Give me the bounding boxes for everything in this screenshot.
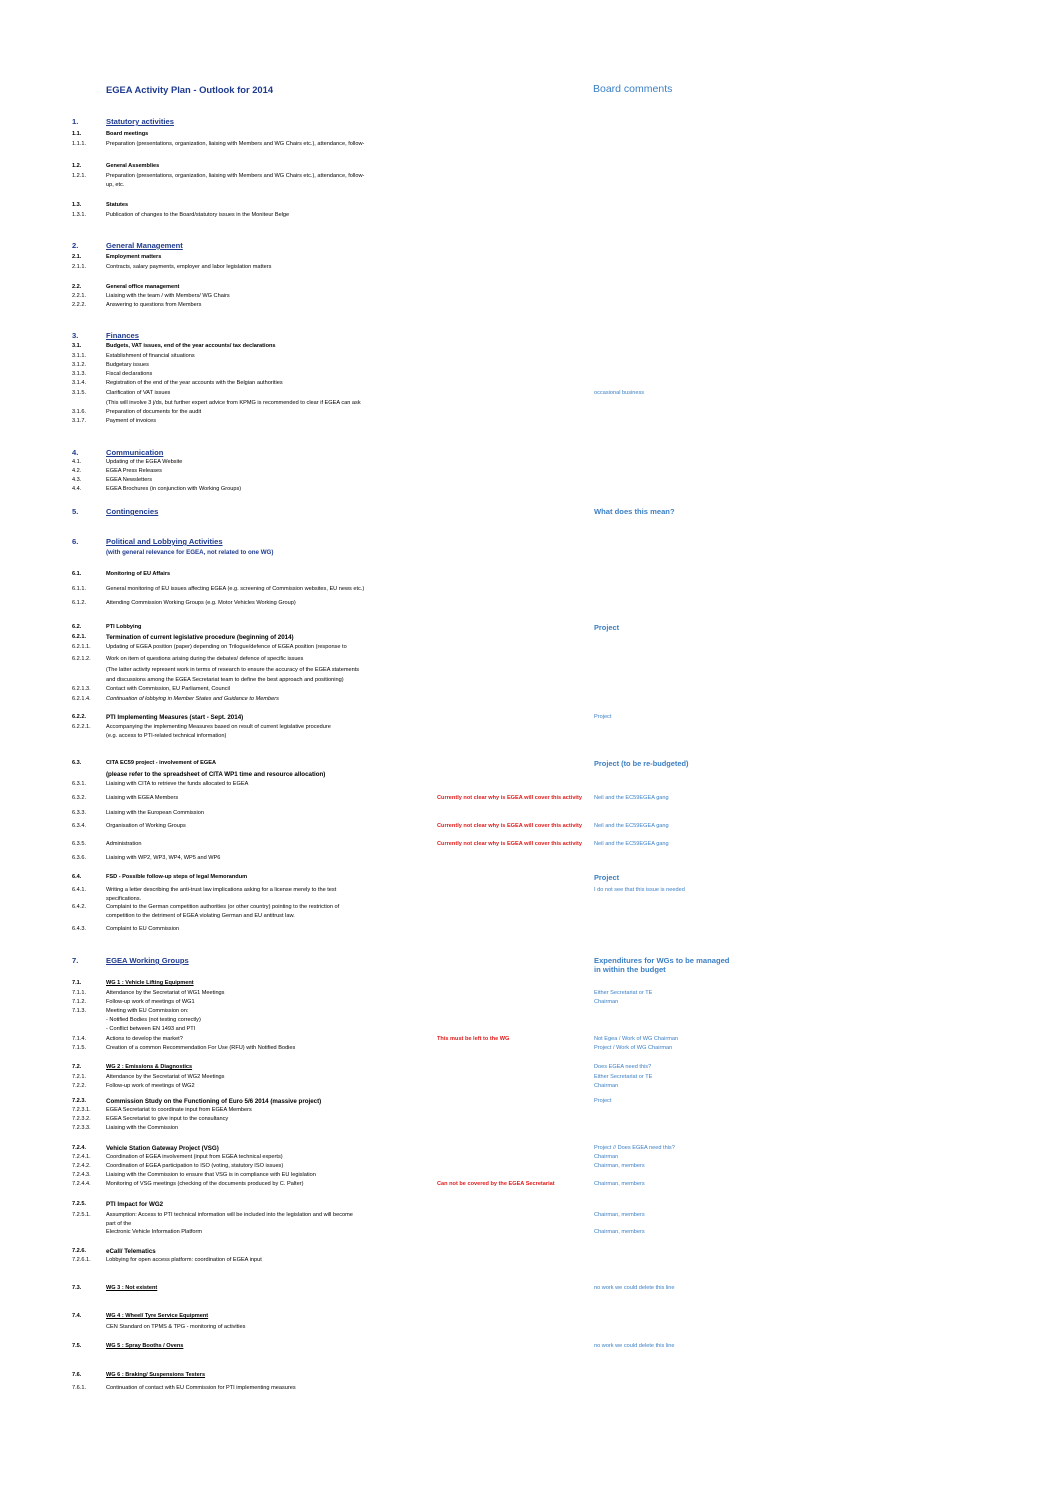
item-text: Commission Study on the Functioning of Euro 5/6 2014 (massive project) (106, 1098, 322, 1105)
item-text: Complaint to the German competition authorities (or other country) pointing to the restriction of (106, 904, 340, 910)
plan-item-row (0, 1324, 1058, 1332)
item-text: FSD - Possible follow-up steps of legal Memorandum (106, 874, 248, 880)
item-text: Employment matters (106, 254, 162, 260)
board-comment: Chairman (594, 1154, 619, 1160)
item-number: 6.4. (72, 874, 82, 880)
plan-item-row (0, 841, 1058, 849)
plan-item-row (0, 468, 1058, 476)
item-text: Meeting with EU Commission on: (106, 1008, 189, 1014)
board-comment: Project / Work of WG Chairman (594, 1045, 673, 1051)
item-text: part of the (106, 1221, 132, 1227)
item-text: Attendance by the Secretariat of WG1 Meetings (106, 990, 225, 996)
item-number: 7.2.4.2. (72, 1163, 91, 1169)
item-text: Liaising with the Commission (106, 1125, 179, 1131)
plan-item-row (0, 163, 1058, 171)
item-number: 7.2.3.2. (72, 1116, 91, 1122)
board-comment: Does EGEA need this? (594, 1064, 652, 1070)
item-text: Complaint to EU Commission (106, 926, 180, 932)
plan-item-row (0, 1083, 1058, 1091)
plan-item-row (0, 1116, 1058, 1124)
item-number: 1.1.1. (72, 141, 86, 147)
plan-item-row (0, 1285, 1058, 1293)
plan-item-row (0, 459, 1058, 467)
item-text: Continuation of contact with EU Commission for PTI implementing measures (106, 1385, 296, 1391)
item-number: 7.2.4. (72, 1145, 86, 1151)
plan-item-row (0, 656, 1058, 664)
item-text: General office management (106, 284, 180, 290)
item-number: 1.3.1. (72, 212, 86, 218)
item-number: 6.4.3. (72, 926, 86, 932)
item-number: 6.4.2. (72, 904, 86, 910)
item-number: 2. (72, 241, 79, 250)
plan-item-row (0, 353, 1058, 361)
item-number: 6.2. (72, 624, 82, 630)
plan-item-row (0, 1313, 1058, 1321)
plan-item-row (0, 264, 1058, 272)
item-number: 6.3. (72, 760, 82, 766)
board-comment: Neil and the EC59EGEA gang (594, 841, 669, 847)
item-text: Updating of EGEA position (paper) depending on Trilogue/defence of EGEA position (response to (106, 644, 347, 650)
board-comment: Either Secretariat or TE (594, 1074, 653, 1080)
item-text: Assumption: Access to PTI technical information will be included into the legislation and will become (106, 1212, 353, 1218)
item-number: 4.1. (72, 459, 82, 465)
section-heading-row (0, 537, 1058, 545)
internal-note: Currently not clear why is EGEA will cover this activity (437, 841, 582, 847)
item-number: 2.2.1. (72, 293, 86, 299)
plan-item-row (0, 999, 1058, 1007)
plan-item-row (0, 1074, 1058, 1082)
item-text: EGEA Press Releases (106, 468, 162, 474)
board-comment: Either Secretariat or TE (594, 990, 653, 996)
item-text: WG 2 : Emissions & Diagnostics (106, 1064, 193, 1070)
board-comment: Project (594, 1098, 612, 1104)
item-number: 6.1. (72, 571, 82, 577)
item-number: 3.1. (72, 343, 82, 349)
board-comment: Chairman, members (594, 1163, 645, 1169)
item-text: Statutory activities (106, 117, 174, 126)
item-number: 2.1. (72, 254, 82, 260)
plan-item-row (0, 624, 1058, 632)
item-text: EGEA Newsletters (106, 477, 153, 483)
item-number: 7. (72, 956, 79, 965)
item-text: Finances (106, 331, 139, 340)
board-comment: no work we could delete this line (594, 1343, 675, 1349)
plan-item-row (0, 724, 1058, 732)
item-text: General monitoring of EU issues affecting EGEA (e.g. screening of Commission websites, EU news etc.) (106, 586, 365, 592)
item-text: PTI Impact for WG2 (106, 1201, 164, 1208)
plan-item-row (0, 1163, 1058, 1171)
plan-item-row (0, 390, 1058, 398)
item-number: 7.6.1. (72, 1385, 86, 1391)
item-number: 7.1.5. (72, 1045, 86, 1051)
item-text: Liaising with EGEA Members (106, 795, 179, 801)
item-number: 2.1.1. (72, 264, 86, 270)
plan-item-row (0, 980, 1058, 988)
plan-item-row (0, 571, 1058, 579)
item-text: Registration of the end of the year accounts with the Belgian authorities (106, 380, 283, 386)
item-number: 3.1.1. (72, 353, 86, 359)
item-number: 4. (72, 448, 79, 457)
internal-note: This must be left to the WG (437, 1036, 510, 1042)
item-number: 6.4.1. (72, 887, 86, 893)
plan-item-row (0, 400, 1058, 408)
item-number: 7.2.4.3. (72, 1172, 91, 1178)
item-text: CEN Standard on TPMS & TPG - monitoring of activities (106, 1324, 246, 1330)
board-comment: Neil and the EC59EGEA gang (594, 795, 669, 801)
board-comment: Expenditures for WGs to be managed in within the budget (594, 956, 730, 974)
plan-item-row (0, 823, 1058, 831)
board-comment: Chairman (594, 1083, 619, 1089)
plan-item-row (0, 302, 1058, 310)
item-text: PTI Implementing Measures (start - Sept. 2014) (106, 714, 244, 721)
item-text: Contact with Commission, EU Parliament, Council (106, 686, 231, 692)
internal-note: Can not be covered by the EGEA Secretariat (437, 1181, 555, 1187)
item-text: EGEA Secretariat to coordinate input from EGEA Members (106, 1107, 252, 1113)
item-number: 6.3.2. (72, 795, 86, 801)
item-number: 7.1. (72, 980, 82, 986)
board-comment: Neil and the EC59EGEA gang (594, 823, 669, 829)
plan-item-row (0, 810, 1058, 818)
item-number: 6.3.3. (72, 810, 86, 816)
board-comment: Project (to be re-budgeted) (594, 759, 689, 768)
item-text: WG 6 : Braking/ Suspensions Testers (106, 1372, 206, 1378)
item-text: Vehicle Station Gateway Project (VSG) (106, 1145, 219, 1152)
item-number: 3.1.4. (72, 380, 86, 386)
board-comment: Project // Does EGEA need this? (594, 1145, 675, 1151)
item-text: specifications. (106, 896, 142, 902)
item-text: Administration (106, 841, 142, 847)
plan-item-row (0, 586, 1058, 594)
plan-item-row (0, 380, 1058, 388)
plan-item-row (0, 686, 1058, 694)
plan-item-row (0, 549, 1058, 557)
plan-item-row (0, 634, 1058, 642)
item-number: 3.1.7. (72, 418, 86, 424)
item-text: competition to the detriment of EGEA violating German and EU antitrust law. (106, 913, 295, 919)
item-text: Contracts, salary payments, employer and labor legislation matters (106, 264, 272, 270)
item-number: 7.2. (72, 1064, 82, 1070)
plan-item-row (0, 1026, 1058, 1034)
item-text: (with general relevance for EGEA, not related to one WG) (106, 549, 274, 556)
plan-item-row (0, 343, 1058, 351)
item-number: 1. (72, 117, 79, 126)
item-number: 7.4. (72, 1313, 82, 1319)
plan-item-row (0, 141, 1058, 149)
item-text: Preparation (presentations, organization, liaising with Members and WG Chairs etc.), attendance, follow- (106, 173, 365, 179)
page-title: EGEA Activity Plan - Outlook for 2014 (106, 84, 274, 95)
item-text: Payment of invoices (106, 418, 157, 424)
plan-item-row (0, 1017, 1058, 1025)
item-text: Board meetings (106, 131, 149, 137)
item-number: 3. (72, 331, 79, 340)
item-text: Monitoring of VSG meetings (checking of the documents produced by C. Palter) (106, 1181, 304, 1187)
item-number: 1.3. (72, 202, 82, 208)
plan-item-row (0, 733, 1058, 741)
section-heading-row (0, 507, 1058, 515)
item-number: 3.1.5. (72, 390, 86, 396)
board-comment: Chairman (594, 999, 619, 1005)
item-text: Lobbying for open access platform: coordination of EGEA input (106, 1257, 262, 1263)
item-text: Fiscal declarations (106, 371, 153, 377)
item-number: 5. (72, 507, 79, 516)
item-text: (e.g. access to PTI-related technical information) (106, 733, 227, 739)
item-text: Follow-up work of meetings of WG1 (106, 999, 195, 1005)
plan-item-row (0, 1221, 1058, 1229)
item-text: Monitoring of EU Affairs (106, 571, 171, 577)
item-number: 6.2.1.1. (72, 644, 91, 650)
plan-item-row (0, 477, 1058, 485)
plan-item-row (0, 212, 1058, 220)
plan-item-row (0, 887, 1058, 895)
item-number: 6.3.5. (72, 841, 86, 847)
item-text: Contingencies (106, 507, 159, 516)
item-number: 4.3. (72, 477, 82, 483)
item-text: - Notified Bodies (not testing correctly) (106, 1017, 201, 1023)
plan-item-row (0, 896, 1058, 904)
item-text: WG 5 : Spray Booths / Ovens (106, 1343, 184, 1349)
section-heading-row (0, 956, 1058, 974)
plan-item-row (0, 409, 1058, 417)
plan-item-row (0, 1008, 1058, 1016)
plan-item-row (0, 486, 1058, 494)
item-text: WG 3 : Not existent (106, 1285, 158, 1291)
item-number: 7.2.3. (72, 1098, 86, 1104)
item-text: and discussions among the EGEA Secretariat team to define the best approach and positioning) (106, 677, 344, 683)
plan-item-row (0, 1154, 1058, 1162)
item-text: Coordination of EGEA involvement (input from EGEA technical experts) (106, 1154, 283, 1160)
item-number: 7.3. (72, 1285, 82, 1291)
plan-item-row (0, 1372, 1058, 1380)
plan-item-row (0, 795, 1058, 803)
item-text: Work on item of questions arising during the debates/ defence of specific issues (106, 656, 304, 662)
plan-item-row (0, 202, 1058, 210)
item-number: 1.2. (72, 163, 82, 169)
item-number: 6. (72, 537, 79, 546)
item-text: Organisation of Working Groups (106, 823, 186, 829)
item-text: General Assemblies (106, 163, 160, 169)
plan-item-row (0, 254, 1058, 262)
item-text: CITA EC59 project - involvement of EGEA (106, 760, 217, 766)
item-text: (please refer to the spreadsheet of CITA WP1 time and resource allocation) (106, 771, 326, 778)
plan-item-row (0, 926, 1058, 934)
plan-item-row (0, 990, 1058, 998)
item-text: Actions to develop the market? (106, 1036, 183, 1042)
item-number: 3.1.2. (72, 362, 86, 368)
plan-item-row (0, 874, 1058, 882)
item-text: (The latter activity represent work in terms of research to ensure the accuracy of the EGEA statements (106, 667, 360, 673)
item-number: 7.2.5.1. (72, 1212, 91, 1218)
item-number: 6.2.2.1. (72, 724, 91, 730)
item-text: Publication of changes to the Board/statutory issues in the Moniteur Belge (106, 212, 290, 218)
item-number: 7.1.2. (72, 999, 86, 1005)
item-text: Preparation (presentations, organization, liaising with Members and WG Chairs etc.), attendance, follow- (106, 141, 365, 147)
plan-item-row (0, 904, 1058, 912)
item-number: 6.3.4. (72, 823, 86, 829)
item-number: 6.3.6. (72, 855, 86, 861)
item-text: Establishment of financial situations (106, 353, 195, 359)
item-number: 6.1.2. (72, 600, 86, 606)
item-number: 6.3.1. (72, 781, 86, 787)
plan-item-row (0, 1212, 1058, 1220)
item-text: WG 1 : Vehicle Lifting Equipment (106, 980, 194, 986)
item-text: EGEA Working Groups (106, 956, 189, 965)
board-comment: Not Egea / Work of WG Chairman (594, 1036, 679, 1042)
plan-item-row (0, 696, 1058, 704)
board-comment: I do not see that this issue is needed (594, 887, 685, 893)
item-number: 4.4. (72, 486, 82, 492)
item-text: Coordination of EGEA participation to ISO (voting, statutory ISO issues) (106, 1163, 284, 1169)
item-text: Budgetary issues (106, 362, 149, 368)
item-number: 7.2.2. (72, 1083, 86, 1089)
board-comment: Project (594, 623, 620, 632)
plan-item-row (0, 1045, 1058, 1053)
plan-item-row (0, 644, 1058, 652)
item-number: 7.2.3.3. (72, 1125, 91, 1131)
item-text: Budgets, VAT issues, end of the year accounts/ tax declarations (106, 343, 276, 349)
item-number: 7.1.4. (72, 1036, 86, 1042)
item-text: Liaising with CITA to retrieve the funds allocated to EGEA (106, 781, 249, 787)
board-comment: Project (594, 714, 612, 720)
item-number: 7.5. (72, 1343, 82, 1349)
item-text: Answering to questions from Members (106, 302, 202, 308)
item-text: Liaising with WP2, WP3, WP4, WP5 and WP6 (106, 855, 221, 861)
item-number: 6.2.2. (72, 714, 86, 720)
plan-item-row (0, 173, 1058, 181)
item-number: 6.2.1. (72, 634, 86, 640)
board-comment: Chairman, members (594, 1181, 645, 1187)
item-text: Accompanying the implementing Measures based on result of current legislative procedure (106, 724, 331, 730)
item-text: eCall/ Telematics (106, 1248, 156, 1255)
board-comment: Chairman, members (594, 1212, 645, 1218)
item-number: 1.1. (72, 131, 82, 137)
item-number: 7.2.5. (72, 1201, 86, 1207)
item-text: WG 4 : Wheel/ Tyre Service Equipment (106, 1313, 209, 1319)
board-comment: Chairman, members (594, 1229, 645, 1235)
plan-item-row (0, 1248, 1058, 1256)
plan-item-row (0, 781, 1058, 789)
item-number: 1.2.1. (72, 173, 86, 179)
item-text: EGEA Secretariat to give input to the consultancy (106, 1116, 229, 1122)
item-text: Attending Commission Working Groups (e.g. Motor Vehicles Working Group) (106, 600, 296, 606)
plan-item-row (0, 1201, 1058, 1209)
plan-item-row (0, 1107, 1058, 1115)
item-text: PTI Lobbying (106, 624, 142, 630)
plan-item-row (0, 1172, 1058, 1180)
board-comment: no work we could delete this line (594, 1285, 675, 1291)
plan-item-row (0, 1181, 1058, 1189)
section-heading-row (0, 448, 1058, 456)
item-number: 2.2.2. (72, 302, 86, 308)
item-text: Attendance by the Secretariat of WG2 Meetings (106, 1074, 225, 1080)
item-number: 3.1.6. (72, 409, 86, 415)
plan-item-row (0, 913, 1058, 921)
plan-item-row (0, 677, 1058, 685)
item-text: General Management (106, 241, 183, 250)
plan-item-row (0, 1385, 1058, 1393)
item-text: Creation of a common Recommendation For Use (RFU) with Notified Bodies (106, 1045, 296, 1051)
item-number: 7.6. (72, 1372, 82, 1378)
item-text: Liaising with the Commission to ensure that VSG is in compliance with EU legislation (106, 1172, 316, 1178)
plan-item-row (0, 182, 1058, 190)
plan-item-row (0, 293, 1058, 301)
item-number: 7.2.6. (72, 1248, 86, 1254)
board-comment: What does this mean? (594, 507, 675, 516)
plan-item-row (0, 667, 1058, 675)
item-text: Liaising with the European Commission (106, 810, 204, 816)
item-text: - Conflict between EN 1493 and PTI (106, 1026, 196, 1032)
section-heading-row (0, 117, 1058, 125)
plan-item-row (0, 1229, 1058, 1237)
item-text: (This will involve 3 j/ds, but further expert advice from KPMG is recommended to clear if EGEA can ask (106, 400, 361, 406)
item-text: Termination of current legislative procedure (beginning of 2014) (106, 634, 294, 641)
item-text: Writing a letter describing the anti-trust law implications asking for a license merely to the test (106, 887, 337, 893)
plan-item-row (0, 760, 1058, 768)
plan-item-row (0, 1036, 1058, 1044)
item-number: 4.2. (72, 468, 82, 474)
item-text: Preparation of documents for the audit (106, 409, 202, 415)
plan-item-row (0, 714, 1058, 722)
item-text: Electronic Vehicle Information Platform (106, 1229, 203, 1235)
item-text: up, etc. (106, 182, 125, 188)
item-text: Continuation of lobbying in Member States and Guidance to Members (106, 696, 279, 702)
board-comment: Project (594, 873, 620, 882)
plan-item-row (0, 1257, 1058, 1265)
item-text: Follow-up work of meetings of WG2 (106, 1083, 195, 1089)
plan-item-row (0, 1343, 1058, 1351)
item-number: 3.1.3. (72, 371, 86, 377)
plan-item-row (0, 371, 1058, 379)
plan-item-row (0, 771, 1058, 779)
item-number: 2.2. (72, 284, 82, 290)
item-text: Liaising with the team / with Members/ WG Chairs (106, 293, 230, 299)
item-text: Updating of the EGEA Website (106, 459, 183, 465)
board-comment: occasional business (594, 390, 645, 396)
item-number: 7.1.1. (72, 990, 86, 996)
item-number: 6.2.1.2. (72, 656, 91, 662)
plan-item-row (0, 1098, 1058, 1106)
board-comments-heading: Board comments (593, 83, 673, 95)
item-number: 6.1.1. (72, 586, 86, 592)
plan-item-row (0, 284, 1058, 292)
internal-note: Currently not clear why is EGEA will cover this activity (437, 823, 582, 829)
plan-item-row (0, 855, 1058, 863)
plan-item-row (0, 1145, 1058, 1153)
section-heading-row (0, 331, 1058, 339)
item-number: 7.2.3.1. (72, 1107, 91, 1113)
item-text: Statutes (106, 202, 129, 208)
plan-item-row (0, 131, 1058, 139)
item-number: 7.1.3. (72, 1008, 86, 1014)
item-number: 7.2.4.4. (72, 1181, 91, 1187)
item-text: Clarification of VAT issues (106, 390, 171, 396)
plan-item-row (0, 1125, 1058, 1133)
item-number: 7.2.1. (72, 1074, 86, 1080)
plan-item-row (0, 600, 1058, 608)
item-number: 7.2.6.1. (72, 1257, 91, 1263)
section-heading-row (0, 241, 1058, 249)
plan-item-row (0, 1064, 1058, 1072)
item-text: EGEA Brochures (in conjunction with Working Groups) (106, 486, 242, 492)
item-text: Political and Lobbying Activities (106, 537, 223, 546)
plan-item-row (0, 418, 1058, 426)
item-number: 6.2.1.4. (72, 696, 91, 702)
internal-note: Currently not clear why is EGEA will cover this activity (437, 795, 582, 801)
item-number: 7.2.4.1. (72, 1154, 91, 1160)
item-text: Communication (106, 448, 164, 457)
plan-item-row (0, 362, 1058, 370)
item-number: 6.2.1.3. (72, 686, 91, 692)
